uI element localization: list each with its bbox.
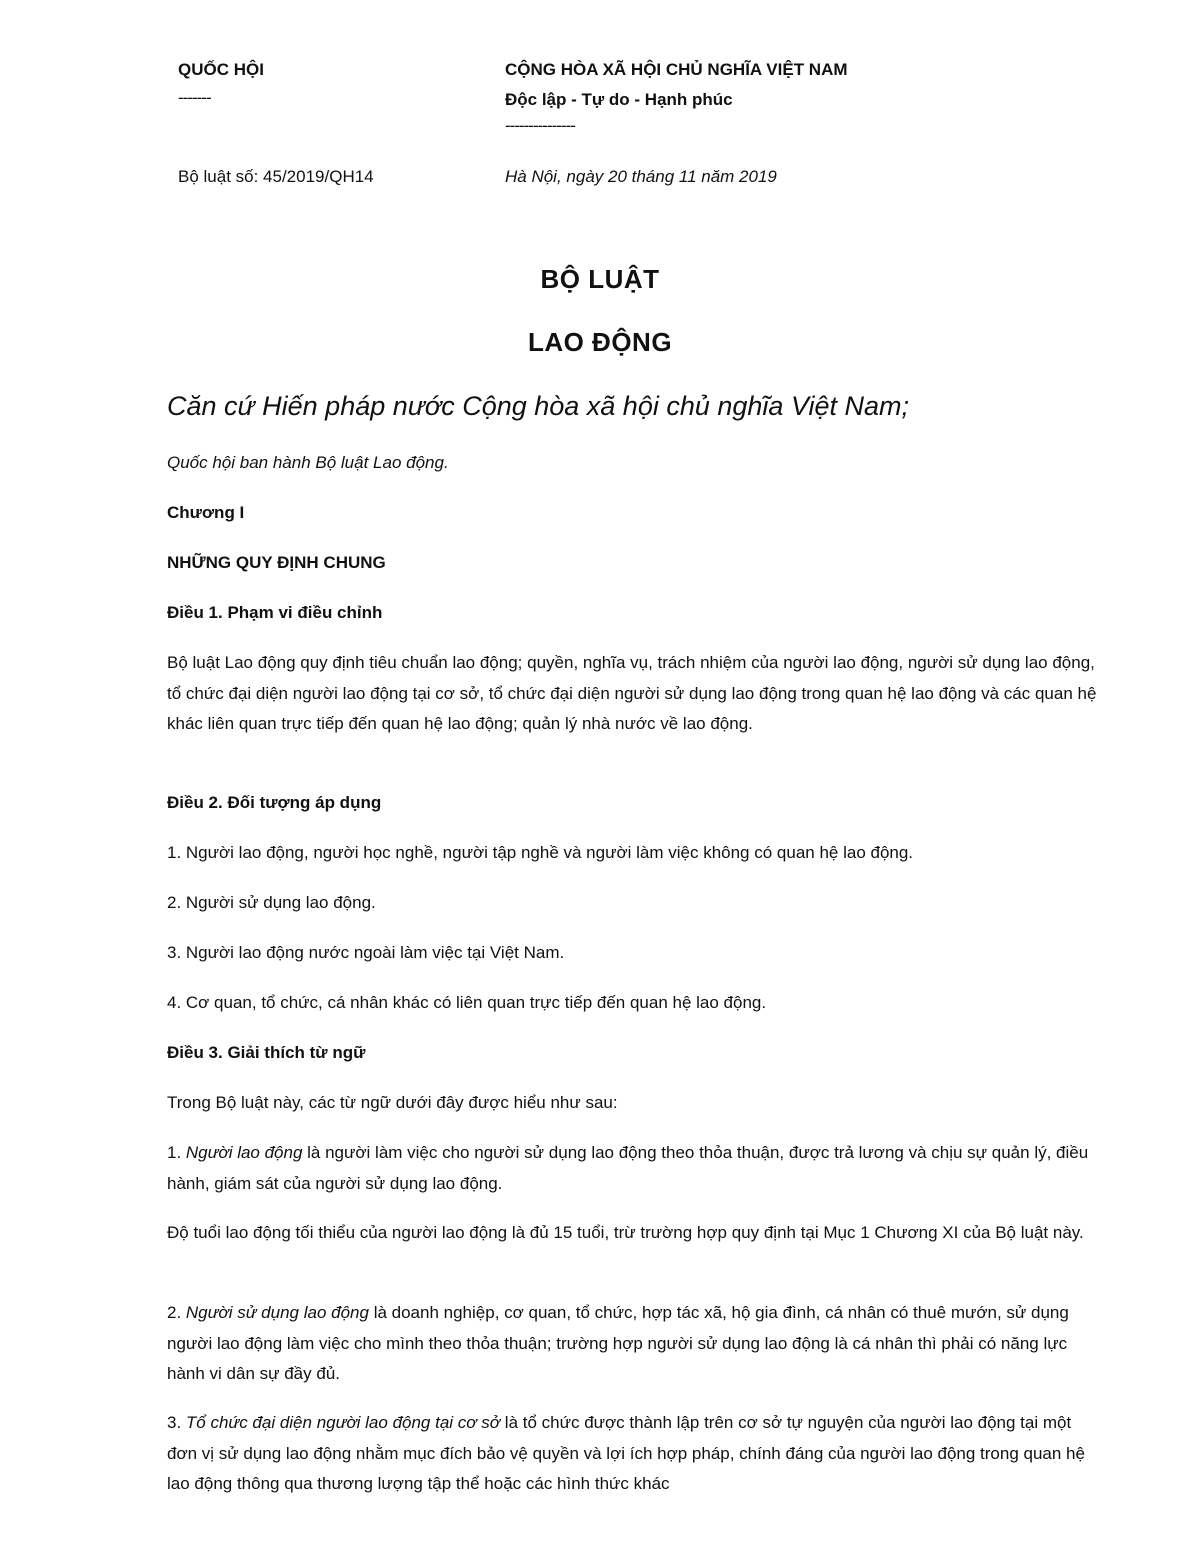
article-2-item-4: 4. Cơ quan, tổ chức, cá nhân khác có liên quan trực tiếp đến quan hệ lao động. — [167, 993, 767, 1012]
document-title-line2: LAO ĐỘNG — [527, 327, 673, 357]
article-1-title: Điều 1. Phạm vi điều chỉnh — [167, 603, 383, 622]
article-3-definition-3 — [167, 1408, 1102, 1500]
place-and-date: Hà Nội, ngày 20 tháng 11 năm 2019 — [505, 167, 777, 186]
definition-2-term: Người sử dụng lao động — [185, 1303, 369, 1322]
article-3-intro: Trong Bộ luật này, các từ ngữ dưới đây được hiểu như sau: — [167, 1093, 618, 1112]
article-3-definition-1-note: Độ tuổi lao động tối thiểu của người lao động là đủ 15 tuổi, trừ trường hợp quy định tại Mục 1 Chương XI của Bộ luật này. — [167, 1223, 1084, 1242]
chapter-number: Chương I — [167, 503, 245, 522]
definition-1-number: 1. — [167, 1143, 186, 1162]
preamble-enactment: Quốc hội ban hành Bộ luật Lao động. — [167, 453, 449, 472]
definition-2-text: là doanh nghiệp, cơ quan, tổ chức, hợp tác xã, hộ gia đình, cá nhân có thuê mướn, sử dụng người lao động làm việc cho mình theo thỏa thuận; trường hợp người sử dụng lao động là cá nhân thì phải có năng lực hành vi dân sự đầy đủ. — [167, 1303, 1069, 1383]
article-3-definition-1 — [167, 1138, 1102, 1199]
article-1-body: Bộ luật Lao động quy định tiêu chuẩn lao động; quyền, nghĩa vụ, trách nhiệm của người lao động, người sử dụng lao động, tổ chức đại diện người lao động tại cơ sở, tổ chức đại diện người sử dụng lao động trong quan hệ lao động và các quan hệ khác liên quan trực tiếp đến quan hệ lao động; quản lý nhà nước về lao động. — [167, 653, 1097, 733]
definition-3-number: 3. — [167, 1413, 186, 1432]
definition-3-text: là tổ chức được thành lập trên cơ sở tự nguyện của người lao động tại một đơn vị sử dụng lao động nhằm mục đích bảo vệ quyền và lợi ích hợp pháp, chính đáng của người lao động trong quan hệ lao động thông qua thương lượng tập thể hoặc các hình thức khác — [167, 1413, 1085, 1493]
preamble-basis: Căn cứ Hiến pháp nước Cộng hòa xã hội chủ nghĩa Việt Nam; — [167, 391, 909, 421]
definition-1-text: là người làm việc cho người sử dụng lao động theo thỏa thuận, được trả lương và chịu sự quản lý, điều hành, giám sát của người sử dụng lao động. — [167, 1143, 1089, 1193]
law-number: Bộ luật số: 45/2019/QH14 — [178, 167, 374, 186]
national-motto-rule: --------------- — [505, 116, 575, 135]
definition-2-number: 2. — [167, 1303, 186, 1322]
national-title: CỘNG HÒA XÃ HỘI CHỦ NGHĨA VIỆT NAM — [505, 60, 848, 79]
definition-3-term: Tổ chức đại diện người lao động tại cơ sở — [185, 1413, 501, 1432]
article-3-definition-2 — [167, 1298, 1102, 1390]
article-2-item-1: 1. Người lao động, người học nghề, người tập nghề và người làm việc không có quan hệ lao động. — [167, 843, 914, 862]
chapter-name: NHỮNG QUY ĐỊNH CHUNG — [167, 553, 386, 572]
national-motto: Độc lập - Tự do - Hạnh phúc — [505, 90, 733, 109]
article-3-title: Điều 3. Giải thích từ ngữ — [167, 1043, 366, 1062]
document-title-line1: BỘ LUẬT — [540, 264, 660, 294]
article-2-item-3: 3. Người lao động nước ngoài làm việc tại Việt Nam. — [167, 943, 565, 962]
definition-1-term: Người lao động — [185, 1143, 303, 1162]
issuing-body-rule: ------- — [178, 88, 211, 107]
article-2-item-2: 2. Người sử dụng lao động. — [167, 893, 376, 912]
issuing-body: QUỐC HỘI — [178, 60, 264, 79]
article-2-title: Điều 2. Đối tượng áp dụng — [167, 793, 382, 812]
